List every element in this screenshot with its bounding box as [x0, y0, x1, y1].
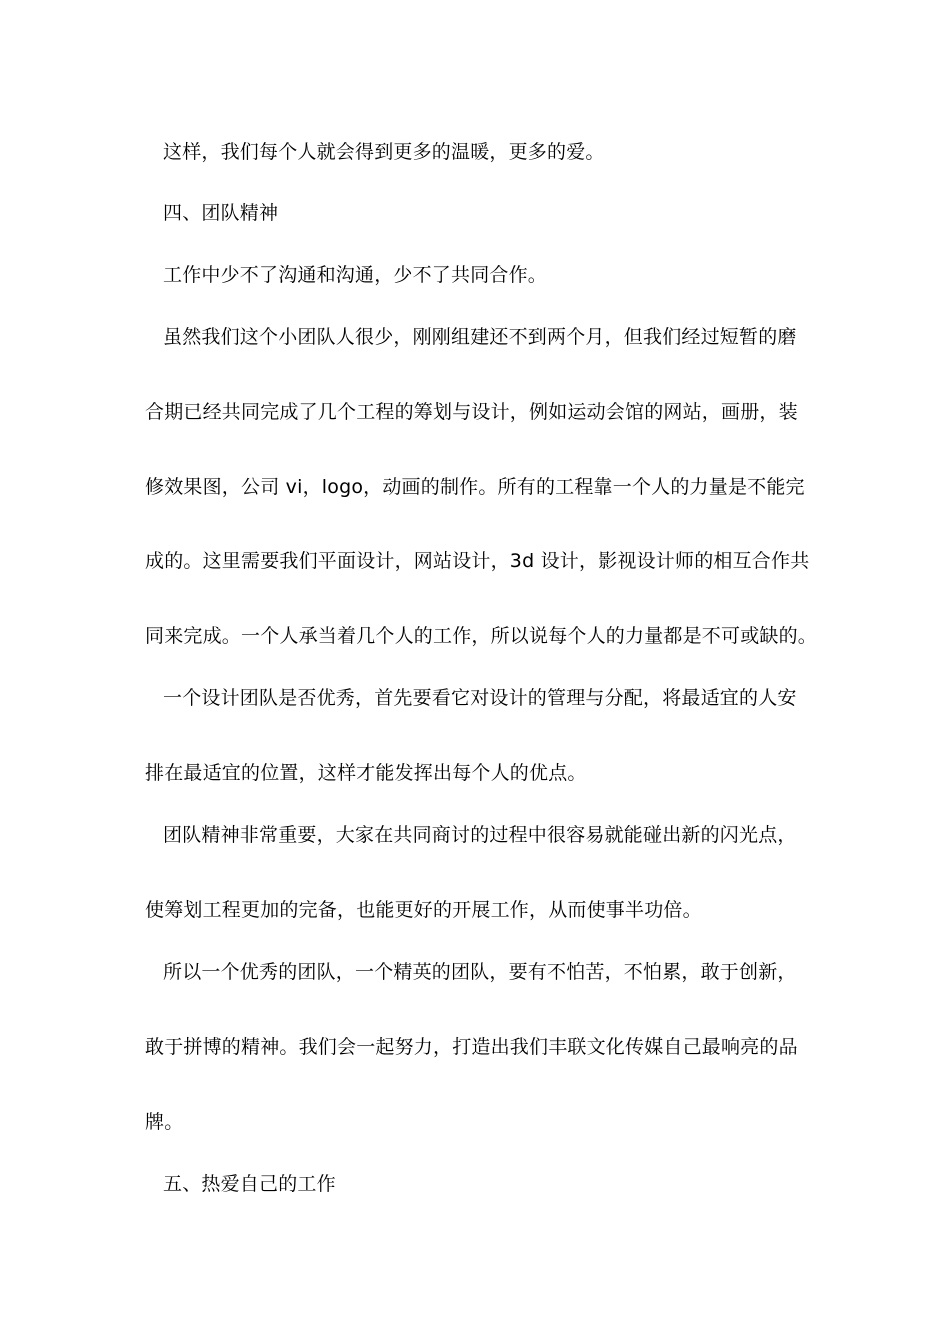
- paragraph-line: 修效果图，公司 vi，logo，动画的制作。所有的工程靠一个人的力量是不能完: [145, 476, 805, 498]
- paragraph-line: 敢于拼博的精神。我们会一起努力，打造出我们丰联文化传媒自己最响亮的品: [145, 1036, 798, 1058]
- paragraph-line: 同来完成。一个人承当着几个人的工作，所以说每个人的力量都是不可或缺的。: [145, 625, 818, 647]
- paragraph-line: 工作中少不了沟通和沟通，少不了共同合作。: [163, 264, 548, 286]
- paragraph-line: 所以一个优秀的团队，一个精英的团队，要有不怕苦，不怕累，敢于创新，: [163, 961, 797, 983]
- paragraph-line: 使筹划工程更加的完备，也能更好的开展工作，从而使事半功倍。: [145, 899, 702, 921]
- paragraph-line: 成的。这里需要我们平面设计，网站设计，3d 设计，影视设计师的相互合作共: [145, 550, 810, 572]
- section-heading: 四、团队精神: [163, 202, 279, 224]
- paragraph-line: 排在最适宜的位置，这样才能发挥出每个人的优点。: [145, 762, 587, 784]
- paragraph-line: 一个设计团队是否优秀，首先要看它对设计的管理与分配，将最适宜的人安: [163, 687, 797, 709]
- paragraph-line: 牌。: [145, 1111, 184, 1133]
- paragraph-line: 虽然我们这个小团队人很少，刚刚组建还不到两个月，但我们经过短暂的磨: [163, 326, 797, 348]
- section-heading: 五、热爱自己的工作: [163, 1173, 336, 1195]
- paragraph-line: 合期已经共同完成了几个工程的筹划与设计，例如运动会馆的网站，画册，装: [145, 401, 798, 423]
- paragraph-line: 这样，我们每个人就会得到更多的温暖，更多的爱。: [163, 141, 605, 163]
- paragraph-line: 团队精神非常重要，大家在共同商讨的过程中很容易就能碰出新的闪光点，: [163, 824, 797, 846]
